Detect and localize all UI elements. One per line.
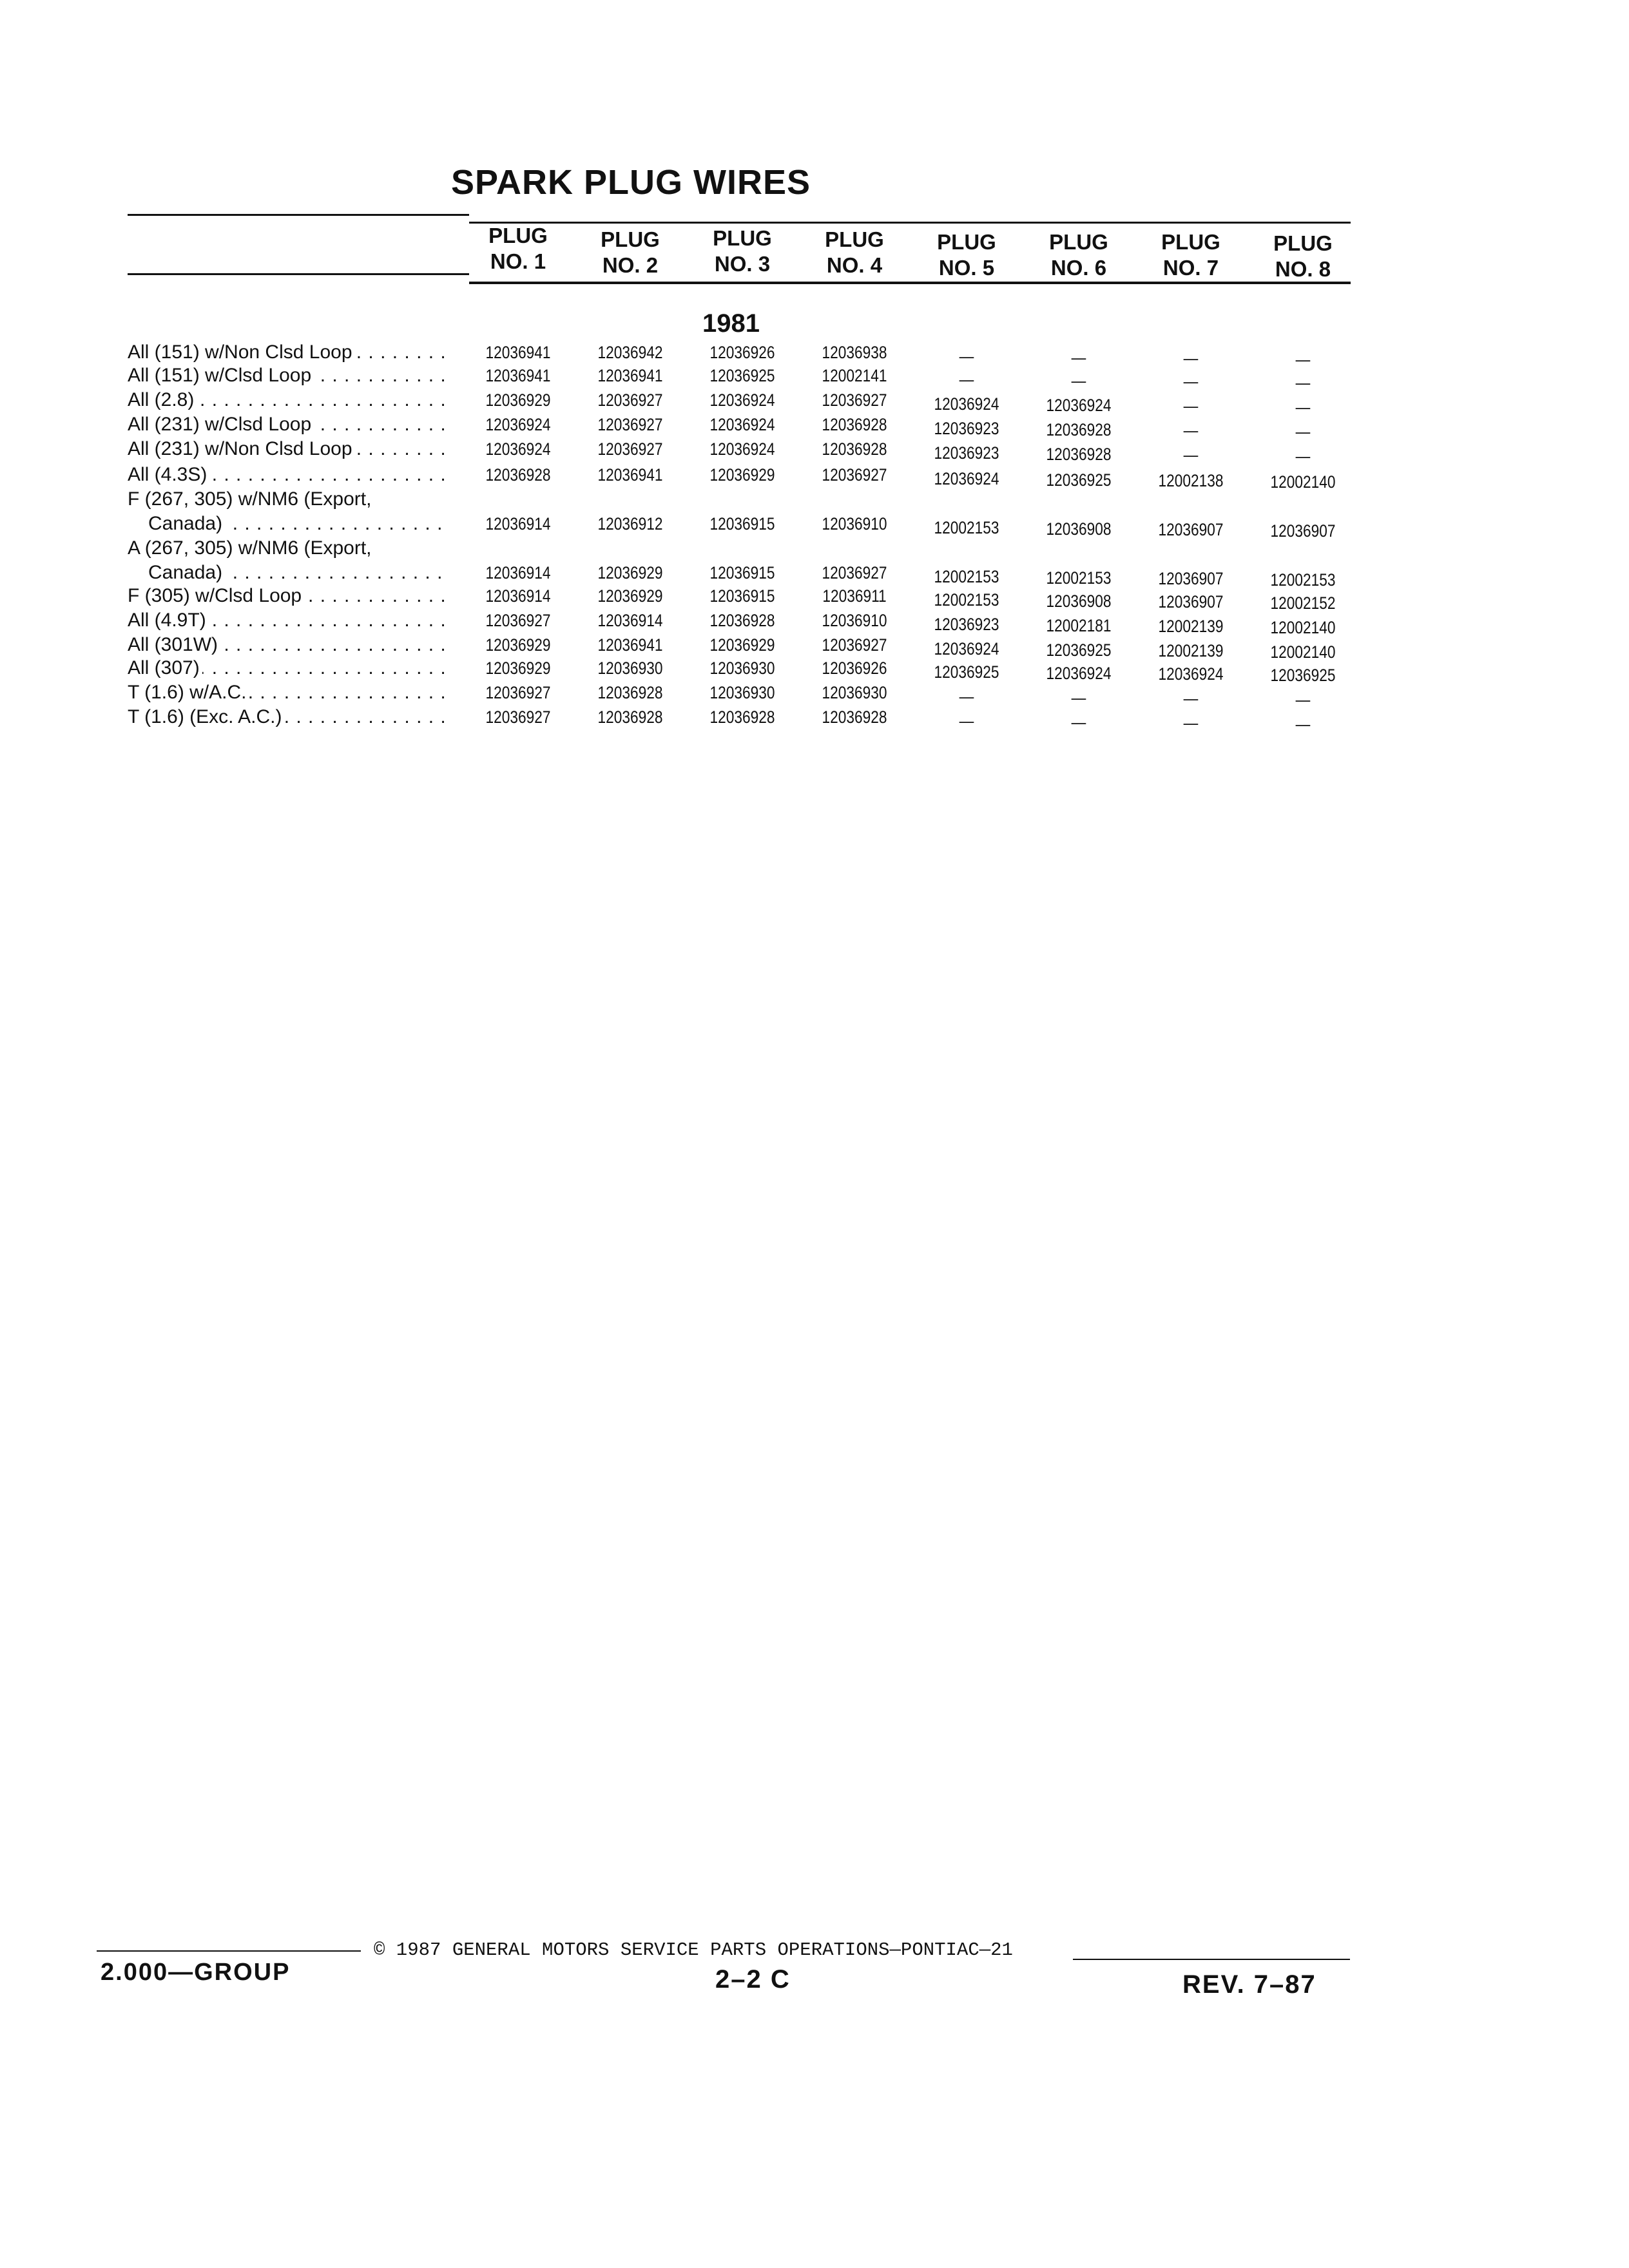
table-cell: 12036927 [485, 683, 551, 702]
column-header-line1: PLUG [1049, 230, 1108, 254]
table-cell: — [959, 370, 974, 389]
row-label-text: A (267, 305) w/NM6 (Export, [128, 537, 374, 559]
footer-rule-right [1073, 1959, 1350, 1960]
row-label-text: T (1.6) w/A.C. [128, 682, 249, 703]
header-rule-top-left [128, 214, 469, 216]
column-header-line1: PLUG [601, 227, 660, 251]
footer-copyright: © 1987 GENERAL MOTORS SERVICE PARTS OPERATIONS—PONTIAC—21 [374, 1939, 1013, 1961]
row-label-text: All (307) [128, 657, 202, 678]
column-header-line1: PLUG [937, 230, 996, 254]
table-cell: 12036942 [597, 343, 663, 362]
column-header-line2: NO. 3 [714, 252, 771, 276]
column-header-line2: NO. 6 [1050, 256, 1107, 280]
column-header-line1: PLUG [1273, 231, 1333, 255]
table-cell: 12036929 [597, 586, 663, 606]
table-cell: — [1071, 712, 1086, 732]
column-header-plug-5 [911, 229, 1022, 281]
table-cell: 12036941 [597, 366, 663, 385]
table-cell: 12036907 [1158, 569, 1224, 588]
row-label-text: Canada) [148, 513, 225, 534]
table-cell: 12036941 [597, 635, 663, 655]
table-cell: 12036928 [597, 683, 663, 702]
table-cell: 12036941 [597, 465, 663, 485]
table-cell: — [1183, 372, 1199, 391]
table-cell: 12036941 [485, 343, 551, 362]
table-cell: 12036925 [709, 366, 775, 385]
table-cell: 12036930 [597, 658, 663, 678]
table-cell: 12036914 [485, 514, 551, 533]
table-cell: 12036928 [709, 611, 775, 630]
row-label-text: All (4.9T) [128, 610, 209, 631]
row-label-text: T (1.6) (Exc. A.C.) [128, 706, 285, 727]
table-cell: 12036908 [1046, 519, 1112, 539]
table-cell: 12002140 [1270, 617, 1336, 637]
table-cell: 12036915 [709, 563, 775, 582]
table-cell: — [1071, 347, 1086, 367]
footer-page-number: 2–2 C [715, 1965, 791, 1994]
header-rule-top [469, 222, 1351, 224]
column-header-plug-6 [1023, 229, 1134, 281]
page-title: SPARK PLUG WIRES [451, 163, 811, 202]
row-label-continuation [148, 513, 445, 537]
column-header-plug-1 [463, 223, 574, 274]
column-header-line1: PLUG [1161, 230, 1220, 254]
table-cell: 12036923 [934, 443, 999, 463]
row-label-text: All (301W) [128, 634, 220, 655]
table-cell: 12036926 [822, 658, 887, 678]
table-cell: 12036907 [1158, 592, 1224, 611]
table-cell: — [1295, 397, 1311, 417]
table-cell: 12036924 [1046, 395, 1112, 415]
table-cell: 12002153 [934, 567, 999, 586]
table-cell: 12036928 [597, 707, 663, 727]
header-rule-bottom [469, 282, 1351, 284]
row-label-text: All (231) w/Clsd Loop [128, 414, 314, 435]
column-header-line2: NO. 4 [826, 253, 883, 277]
table-cell: 12036930 [709, 683, 775, 702]
row-label-text: All (2.8) [128, 389, 197, 410]
header-rule-bottom-left [128, 273, 469, 275]
table-cell: — [1183, 445, 1199, 465]
table-cell: 12036908 [1046, 591, 1112, 611]
table-cell: — [1295, 446, 1311, 466]
table-cell: 12002153 [934, 518, 999, 537]
column-header-line2: NO. 1 [490, 249, 546, 273]
row-label-continuation [148, 562, 445, 586]
table-cell: 12002153 [1046, 568, 1112, 588]
table-cell: 12036927 [822, 465, 887, 485]
table-cell: 12036928 [822, 439, 887, 459]
table-cell: 12036927 [597, 439, 663, 459]
table-cell: 12036927 [822, 635, 887, 655]
table-cell: 12002139 [1158, 641, 1224, 660]
table-cell: 12036924 [934, 639, 999, 658]
table-cell: 12036924 [709, 439, 775, 459]
table-cell: 12036927 [485, 707, 551, 727]
column-header-line2: NO. 7 [1162, 256, 1219, 280]
table-cell: 12036926 [709, 343, 775, 362]
row-label [128, 438, 445, 463]
table-cell: — [959, 347, 974, 366]
row-label-text: F (267, 305) w/NM6 (Export, [128, 488, 374, 510]
footer-revision: REV. 7–87 [1182, 1970, 1316, 1999]
table-cell: 12036915 [709, 586, 775, 606]
table-cell: 12036928 [709, 707, 775, 727]
table-cell: 12036925 [934, 662, 999, 682]
table-cell: — [1183, 396, 1199, 416]
column-header-plug-2 [575, 227, 686, 278]
row-label-text: All (231) w/Non Clsd Loop [128, 438, 355, 459]
table-cell: — [1183, 689, 1199, 708]
table-cell: 12002139 [1158, 617, 1224, 636]
column-header-plug-8 [1248, 231, 1358, 282]
table-cell: 12036924 [709, 390, 775, 410]
row-label [128, 341, 445, 366]
row-label [128, 488, 445, 513]
row-label-text: F (305) w/Clsd Loop [128, 585, 304, 606]
table-cell: 12002138 [1158, 471, 1224, 490]
table-cell: 12002141 [822, 366, 887, 385]
table-cell: 12036923 [934, 615, 999, 634]
table-cell: 12036924 [934, 469, 999, 488]
table-cell: 12036914 [485, 586, 551, 606]
column-header-plug-7 [1135, 229, 1246, 281]
table-cell: 12036927 [597, 390, 663, 410]
table-cell: 12036928 [1046, 419, 1112, 439]
table-cell: 12036924 [485, 415, 551, 434]
row-label [128, 585, 445, 610]
table-cell: 12002153 [1270, 570, 1336, 590]
column-header-line1: PLUG [488, 224, 548, 247]
table-cell: 12036929 [485, 635, 551, 655]
table-cell: — [1183, 713, 1199, 733]
table-cell: — [1295, 689, 1311, 709]
table-cell: 12036925 [1270, 665, 1336, 685]
table-cell: 12036928 [485, 465, 551, 485]
table-cell: 12036924 [709, 415, 775, 434]
table-cell: 12036929 [709, 635, 775, 655]
table-cell: 12036927 [485, 611, 551, 630]
column-header-line1: PLUG [713, 226, 772, 250]
row-label [128, 464, 445, 488]
row-label-text: All (151) w/Clsd Loop [128, 365, 314, 386]
table-cell: 12036924 [1046, 663, 1112, 683]
row-label [128, 657, 445, 682]
table-cell: 12036925 [1046, 640, 1112, 660]
table-cell: 12036924 [485, 439, 551, 459]
table-cell: 12036930 [709, 658, 775, 678]
table-cell: — [959, 687, 974, 706]
row-label [128, 537, 445, 562]
table-cell: 12036924 [1158, 664, 1224, 684]
table-cell: 12036907 [1158, 520, 1224, 539]
table-cell: 12036929 [709, 465, 775, 485]
table-cell: 12036907 [1270, 521, 1336, 541]
table-cell: 12036914 [597, 611, 663, 630]
table-cell: 12036928 [822, 707, 887, 727]
table-cell: 12036914 [485, 563, 551, 582]
table-cell: — [1183, 421, 1199, 440]
footer-rule-left [97, 1950, 361, 1952]
table-cell: 12036924 [934, 394, 999, 414]
table-cell: 12036923 [934, 419, 999, 438]
table-cell: 12036927 [822, 563, 887, 582]
table-cell: 12036930 [822, 683, 887, 702]
table-cell: 12036928 [822, 415, 887, 434]
table-cell: 12036911 [822, 586, 887, 606]
table-cell: — [1295, 372, 1311, 392]
table-cell: 12002181 [1046, 615, 1112, 635]
table-cell: 12002140 [1270, 472, 1336, 492]
table-cell: 12036929 [597, 563, 663, 582]
table-cell: 12002152 [1270, 593, 1336, 613]
table-cell: 12036941 [485, 366, 551, 385]
column-header-line1: PLUG [825, 227, 884, 251]
table-cell: — [1071, 370, 1086, 390]
row-label [128, 682, 445, 706]
row-label [128, 706, 445, 731]
column-header-plug-3 [687, 226, 798, 277]
footer-group: 2.000—GROUP [101, 1959, 291, 1986]
table-cell: 12036925 [1046, 470, 1112, 490]
row-label-text: All (151) w/Non Clsd Loop [128, 341, 355, 363]
row-label [128, 634, 445, 658]
table-cell: 12036938 [822, 343, 887, 362]
table-cell: 12002140 [1270, 642, 1336, 662]
table-cell: 12036928 [1046, 444, 1112, 464]
row-label [128, 365, 445, 389]
table-cell: 12036915 [709, 514, 775, 533]
table-cell: 12002153 [934, 590, 999, 610]
table-cell: — [1295, 349, 1311, 369]
table-cell: 12036927 [822, 390, 887, 410]
column-header-line2: NO. 8 [1275, 257, 1331, 281]
row-label [128, 389, 445, 414]
column-header-line2: NO. 2 [602, 253, 659, 277]
table-cell: 12036927 [597, 415, 663, 434]
table-cell: 12036912 [597, 514, 663, 533]
table-cell: 12036929 [485, 658, 551, 678]
table-cell: — [1295, 714, 1311, 734]
table-cell: 12036910 [822, 514, 887, 533]
table-cell: — [1183, 349, 1199, 368]
table-cell: 12036929 [485, 390, 551, 410]
row-label [128, 610, 445, 634]
table-cell: 12036910 [822, 611, 887, 630]
row-label [128, 414, 445, 438]
year-heading: 1981 [702, 309, 760, 338]
table-cell: — [1071, 687, 1086, 707]
table-cell: — [1295, 421, 1311, 441]
column-header-plug-4 [799, 227, 910, 278]
column-header-line2: NO. 5 [938, 256, 995, 280]
row-label-text: All (4.3S) [128, 464, 209, 485]
row-label-text: Canada) [148, 562, 225, 583]
table-cell: — [959, 711, 974, 731]
